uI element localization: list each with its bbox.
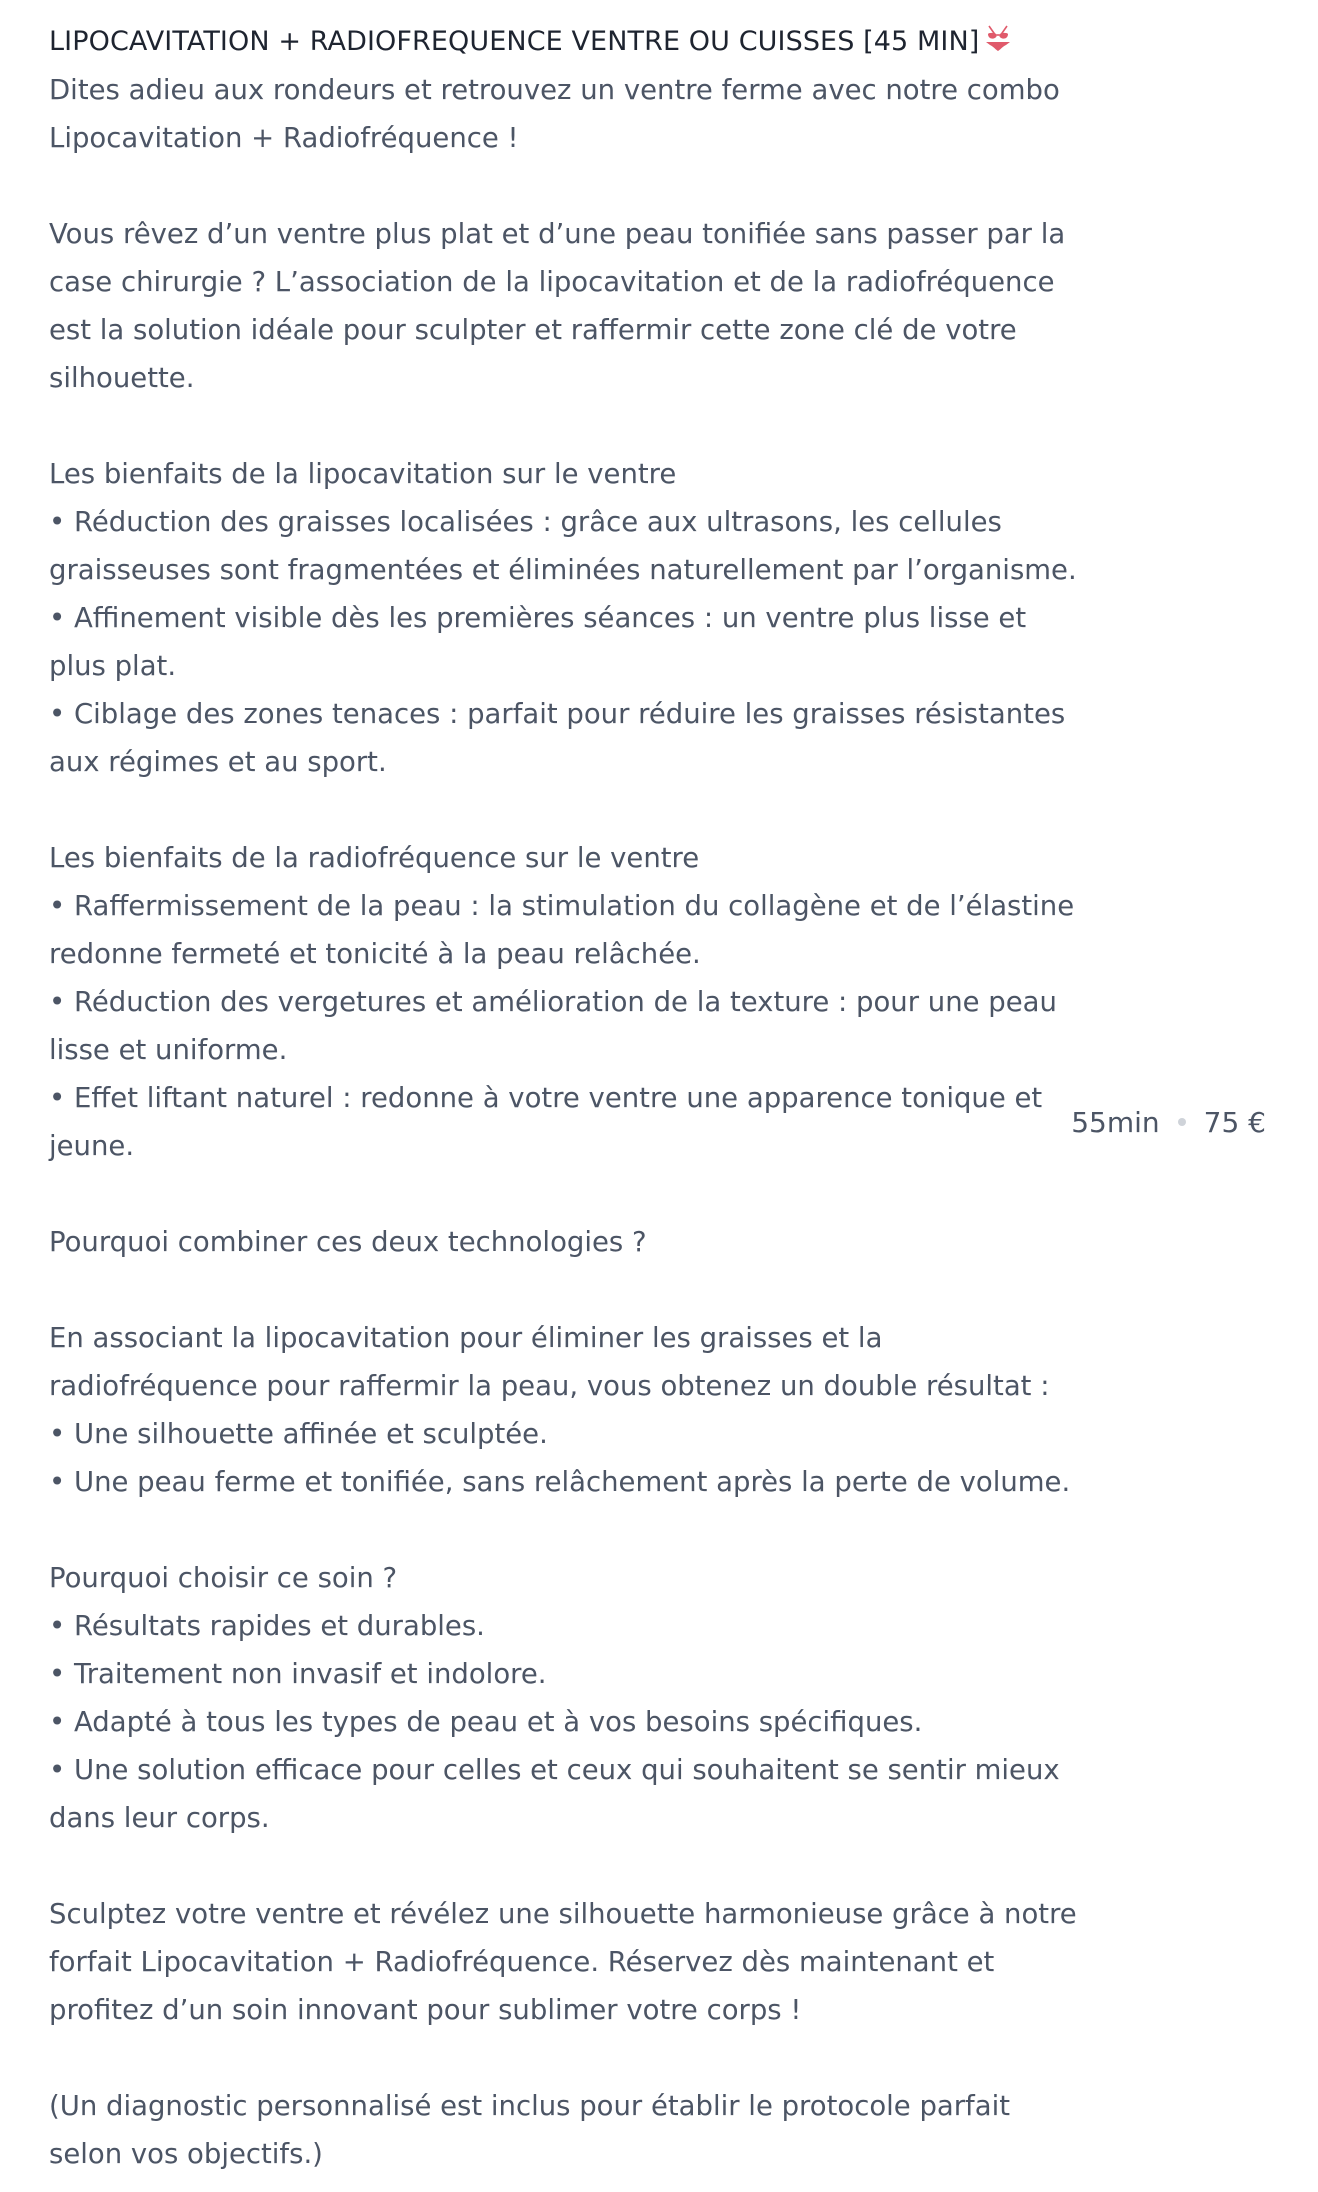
description-line: • Une peau ferme et tonifiée, sans relâchement après la perte de volume.	[49, 1466, 1071, 1498]
description-line: forfait Lipocavitation + Radiofréquence. Réservez dès maintenant et	[49, 1946, 995, 1978]
description-line: est la solution idéale pour sculpter et raffermir cette zone clé de votre	[49, 314, 1017, 346]
description-paragraph	[49, 834, 1075, 1170]
bikini-icon	[985, 24, 1011, 64]
description-line: • Raffermissement de la peau : la stimulation du collagène et de l’élastine	[49, 890, 1075, 922]
description-paragraph	[49, 1218, 1039, 1266]
service-description	[49, 66, 1077, 2178]
description-line: profitez d’un soin innovant pour sublimer votre corps !	[49, 1994, 802, 2026]
description-line: Les bienfaits de la lipocavitation sur le ventre	[49, 458, 677, 490]
description-paragraph	[49, 2082, 1039, 2178]
description-paragraph	[49, 1314, 1071, 1506]
service-title	[49, 22, 1029, 64]
description-line: lisse et uniforme.	[49, 1034, 288, 1066]
description-paragraph	[49, 210, 1066, 402]
description-line: • Ciblage des zones tenaces : parfait pour réduire les graisses résistantes	[49, 698, 1066, 730]
description-paragraph	[49, 450, 1077, 786]
description-line: Vous rêvez d’un ventre plus plat et d’une peau tonifiée sans passer par la	[49, 218, 1066, 250]
description-paragraph	[49, 1554, 1060, 1842]
description-line: • Une silhouette affinée et sculptée.	[49, 1418, 548, 1450]
description-line: • Traitement non invasif et indolore.	[49, 1658, 547, 1690]
description-line: • Réduction des graisses localisées : grâce aux ultrasons, les cellules	[49, 506, 1002, 538]
description-line: dans leur corps.	[49, 1802, 270, 1834]
service-price: 75 €	[1203, 1105, 1266, 1139]
description-line: Les bienfaits de la radiofréquence sur le ventre	[49, 842, 700, 874]
description-line: aux régimes et au sport.	[49, 746, 387, 778]
description-line: Pourquoi choisir ce soin ?	[49, 1562, 398, 1594]
description-line: • Résultats rapides et durables.	[49, 1610, 485, 1642]
description-line: • Affinement visible dès les premières séances : un ventre plus lisse et	[49, 602, 1027, 634]
description-line: Pourquoi combiner ces deux technologies ?	[49, 1226, 647, 1258]
dot-separator	[1178, 1118, 1186, 1126]
description-line: • Une solution efficace pour celles et ceux qui souhaitent se sentir mieux	[49, 1754, 1060, 1786]
description-line: • Adapté à tous les types de peau et à vos besoins spécifiques.	[49, 1706, 923, 1738]
description-line: jeune.	[49, 1130, 135, 1162]
service-meta	[1071, 1098, 1266, 1146]
service-title-text: LIPOCAVITATION + RADIOFREQUENCE VENTRE OU CUISSES [45 MIN]	[49, 26, 980, 57]
description-line: selon vos objectifs.)	[49, 2138, 323, 2170]
description-line: En associant la lipocavitation pour éliminer les graisses et la	[49, 1322, 883, 1354]
description-line: silhouette.	[49, 362, 195, 394]
description-line: graisseuses sont fragmentées et éliminées naturellement par l’organisme.	[49, 554, 1077, 586]
description-line: • Réduction des vergetures et amélioration de la texture : pour une peau	[49, 986, 1057, 1018]
description-paragraph	[49, 66, 1060, 162]
description-line: Dites adieu aux rondeurs et retrouvez un ventre ferme avec notre combo	[49, 74, 1060, 106]
description-line: radiofréquence pour raffermir la peau, vous obtenez un double résultat :	[49, 1370, 1050, 1402]
description-line: Sculptez votre ventre et révélez une silhouette harmonieuse grâce à notre	[49, 1898, 1077, 1930]
service-duration: 55min	[1071, 1105, 1160, 1139]
description-line: case chirurgie ? L’association de la lipocavitation et de la radiofréquence	[49, 266, 1055, 298]
description-line: (Un diagnostic personnalisé est inclus pour établir le protocole parfait	[49, 2090, 1011, 2122]
description-line: • Effet liftant naturel : redonne à votre ventre une apparence tonique et	[49, 1082, 1043, 1114]
description-line: Lipocavitation + Radiofréquence !	[49, 122, 519, 154]
description-paragraph	[49, 1890, 1077, 2034]
description-line: redonne fermeté et tonicité à la peau relâchée.	[49, 938, 701, 970]
description-line: plus plat.	[49, 650, 177, 682]
